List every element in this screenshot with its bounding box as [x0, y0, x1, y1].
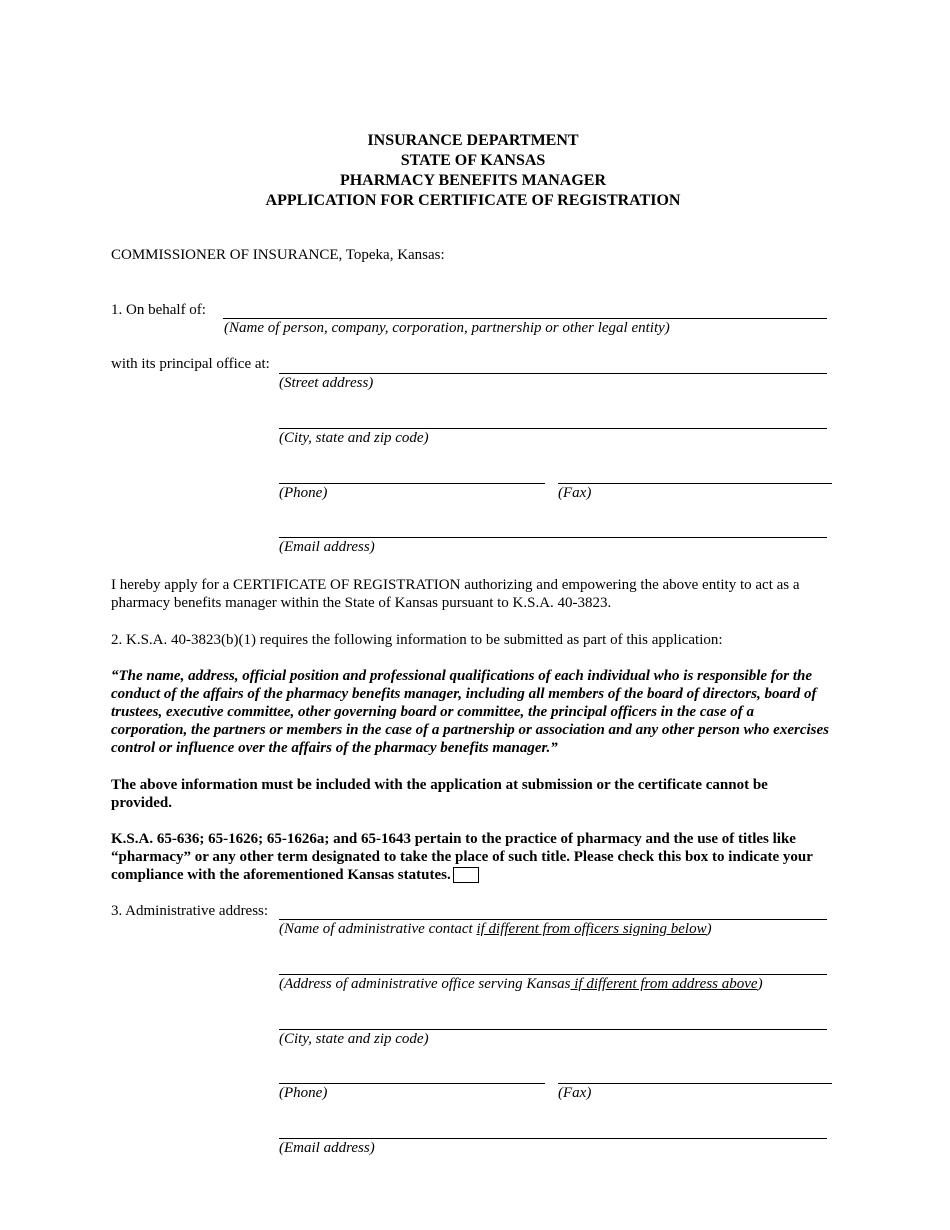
principal-office-label: with its principal office at:	[111, 356, 270, 372]
city-state-zip-caption: (City, state and zip code)	[279, 430, 429, 446]
header-line-4: APPLICATION FOR CERTIFICATE OF REGISTRATION	[265, 192, 681, 209]
statute-quote: “The name, address, official position and professional qualifications of each individual who is responsible for the conduct of the affairs of the pharmacy benefits manager, including all members of the board of directors, board of trustees, executive committee, other governing board or committee, the principal officers in the case of a corporation, the partners or members in the case of a partnership or association and any other person who exercises control or influence over the affairs of the pharmacy benefits manager.”	[111, 668, 829, 756]
caption-text: )	[706, 921, 712, 937]
on-behalf-label: 1. On behalf of:	[111, 302, 206, 318]
caption-underlined-text: if different from address above	[570, 976, 758, 992]
administrative-address-label: 3. Administrative address:	[111, 903, 269, 919]
admin-contact-field[interactable]	[279, 919, 827, 920]
admin-phone-field[interactable]	[279, 1083, 545, 1084]
header-line-3: PHARMACY BENEFITS MANAGER	[339, 172, 607, 189]
compliance-checkbox[interactable]	[453, 867, 479, 883]
caption-underlined-text: if different from officers signing below	[476, 921, 707, 937]
admin-email-caption: (Email address)	[279, 1140, 375, 1156]
phone-caption: (Phone)	[279, 485, 328, 501]
section-2-intro: 2. K.S.A. 40-3823(b)(1) requires the following information to be submitted as part of this application:	[111, 632, 723, 648]
admin-office-address-field[interactable]	[279, 974, 827, 975]
street-address-field[interactable]	[279, 373, 827, 374]
street-address-caption: (Street address)	[279, 375, 374, 391]
admin-city-state-zip-field[interactable]	[279, 1029, 827, 1030]
addressee: COMMISSIONER OF INSURANCE, Topeka, Kansas:	[111, 247, 445, 263]
caption-text: (Address of administrative office serving Kansas	[279, 976, 571, 992]
phone-field[interactable]	[279, 483, 545, 484]
admin-fax-field[interactable]	[558, 1083, 832, 1084]
caption-text: (Name of administrative contact	[279, 921, 477, 937]
header-line-1: INSURANCE DEPARTMENT	[367, 132, 579, 149]
header-line-2: STATE OF KANSAS	[400, 152, 546, 169]
admin-email-field[interactable]	[279, 1138, 827, 1139]
email-caption: (Email address)	[279, 539, 375, 555]
entity-name-caption: (Name of person, company, corporation, partnership or other legal entity)	[224, 320, 670, 336]
admin-city-state-zip-caption: (City, state and zip code)	[279, 1031, 429, 1047]
caption-text: )	[757, 976, 763, 992]
entity-name-field[interactable]	[223, 318, 827, 319]
admin-fax-caption: (Fax)	[558, 1085, 592, 1101]
email-field[interactable]	[279, 537, 827, 538]
statutes-paragraph	[111, 830, 831, 884]
application-statement: I hereby apply for a CERTIFICATE OF REGISTRATION authorizing and empowering the above entity to act as a pharmacy benefits manager within the State of Kansas pursuant to K.S.A. 40-3823.	[111, 577, 800, 611]
submission-notice: The above information must be included with the application at submission or the certificate cannot be provided.	[111, 777, 768, 811]
admin-contact-caption	[279, 921, 712, 938]
admin-phone-caption: (Phone)	[279, 1085, 328, 1101]
fax-field[interactable]	[558, 483, 832, 484]
fax-caption: (Fax)	[558, 485, 592, 501]
city-state-zip-field[interactable]	[279, 428, 827, 429]
admin-office-caption	[279, 976, 763, 993]
statutes-text: K.S.A. 65-636; 65-1626; 65-1626a; and 65-1643 pertain to the practice of pharmacy and the use of titles like “pharmacy” or any other term designated to take the place of such title. Please check this box to indicate your compliance with the aforementioned Kansas statutes.	[111, 831, 813, 883]
